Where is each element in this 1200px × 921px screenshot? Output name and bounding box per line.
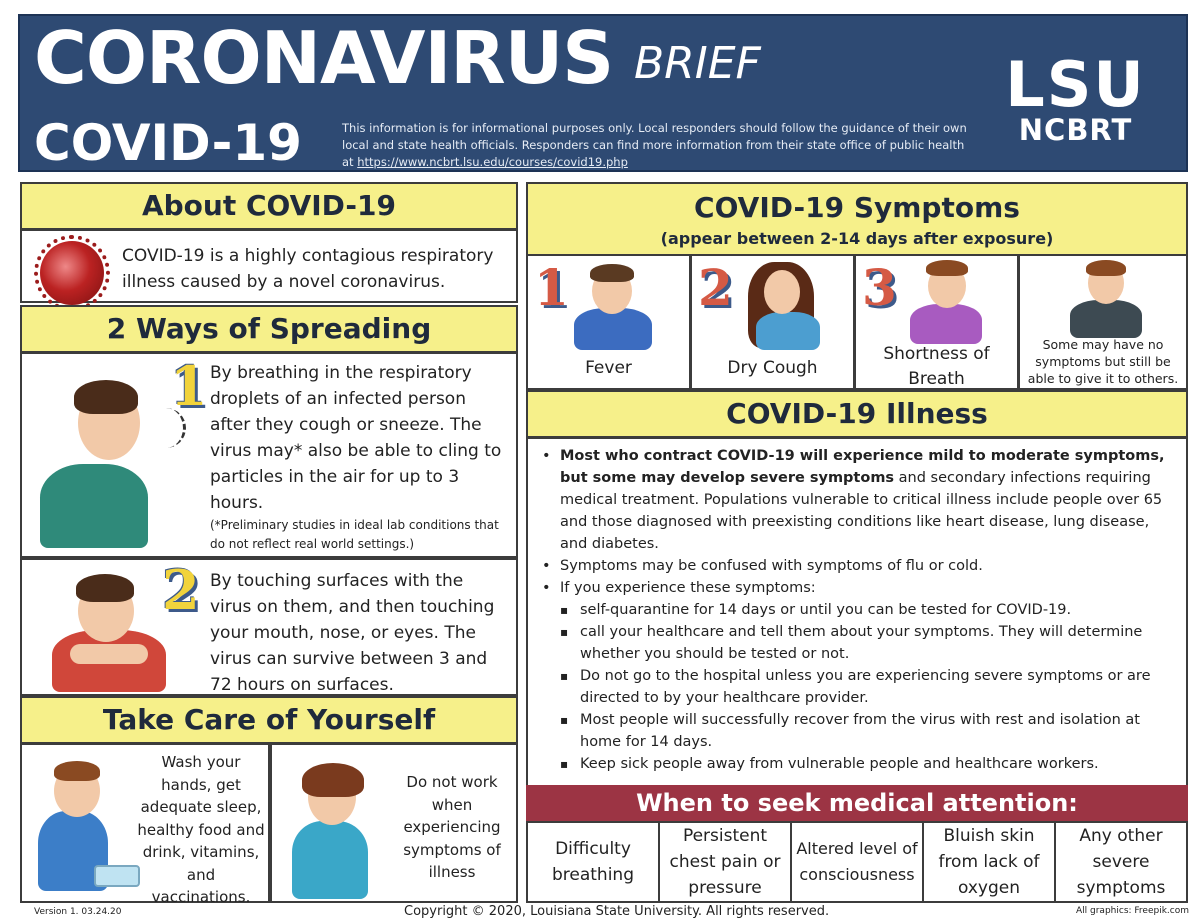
illness-sub-3: ▪ Do not go to the hospital unless you are experiencing severe symptoms or are directed to by your healthcare provider. [538,665,1178,709]
medical-item-1: Difficulty breathing [526,821,660,903]
copyright-text: Copyright © 2020, Louisiana State University. All rights reserved. [404,904,830,919]
covid-subtitle: COVID-19 [34,114,302,172]
medical-item-5: Any other severe symptoms [1054,821,1188,903]
breathless-person-icon [900,260,990,346]
illness-sub-5: ▪ Keep sick people away from vulnerable people and healthcare workers. [538,753,1178,775]
disclaimer-line-1: This information is for informational purposes only. Local responders should follow the guidance of their own [342,121,967,135]
illness-list [538,445,1178,775]
illness-bullet-1 [538,445,1178,555]
header-banner [18,14,1188,172]
illness-bullet-1-rest: and secondary infections requiring medical treatment. Populations vulnerable to critical illness include people over 65 and those diagnosed with preexisting conditions like heart disease, lung disease, and diabetes. [560,470,1163,552]
spread-number-1: 1 [170,354,208,418]
illness-heading: COVID-19 Illness [526,390,1188,438]
symptom-dry-cough [690,254,855,390]
care-right-panel [270,743,518,903]
symptom-number-1: 1 [534,258,569,317]
logo-ncbrt-text: NCBRT [1018,113,1133,147]
spread-text-1: By breathing in the respiratory droplets of an infected person after they cough or sneeze. The virus may* also be able to cling to particles in the air for up to 3 hours. [210,363,502,513]
medical-attention-heading: When to seek medical attention: [526,785,1188,821]
about-heading: About COVID-19 [20,182,518,230]
spread-text-2: By touching surfaces with the virus on them, and then touching your mouth, nose, or eyes. The virus can survive between 3 and 72 hours on surfaces. [210,571,495,695]
page-title: CORONAVIRUS [34,16,614,100]
illness-bullet-3: • If you experience these symptoms: [538,577,1178,599]
illness-bullet-2: • Symptoms may be confused with symptoms of flu or cold. [538,555,1178,577]
symptom-number-3: 3 [862,258,897,317]
symptom-fever [526,254,691,390]
sick-person-icon [282,759,392,899]
ncbrt-link[interactable]: https://www.ncbrt.lsu.edu/courses/covid19.php [357,155,628,169]
brief-label: BRIEF [634,38,761,89]
illness-bullet-1-bold: Most who contract COVID-19 will experience mild to moderate symptoms, but some may develop severe symptoms [560,448,1165,486]
medical-item-3: Altered level of consciousness [790,821,924,903]
symptom-label-shortness: Shortness of Breath [883,344,990,389]
version-text: Version 1. 03.24.20 [34,907,122,917]
medical-item-2: Persistent chest pain or pressure [658,821,792,903]
symptom-label-fever: Fever [585,358,632,378]
spread-note-1: (*Preliminary studies in ideal lab conditions that do not reflect real world settings.) [210,518,499,551]
disclaimer-text [342,120,982,171]
washing-hands-person-icon [32,759,142,899]
spreading-heading: 2 Ways of Spreading [20,305,518,353]
graphics-credit: All graphics: Freepik.com [1076,906,1190,916]
illness-panel [526,437,1188,785]
medical-item-4: Bluish skin from lack of oxygen [922,821,1056,903]
disclaimer-line-2: local and state health officials. Responders can find more information from their state office of public health [342,138,965,152]
symptom-label-none: Some may have no symptoms but still be able to give it to others. [1027,337,1179,386]
symptoms-subheading: (appear between 2-14 days after exposure) [660,229,1054,248]
coughing-woman-icon [742,262,832,352]
about-panel [20,229,518,303]
disclaimer-prefix: at [342,155,354,169]
lsu-ncbrt-logo [988,48,1163,147]
symptom-number-2: 2 [698,258,733,317]
symptoms-heading-box [526,182,1188,256]
care-left-panel [20,743,270,906]
illness-sub-4: ▪ Most people will successfully recover from the virus with rest and isolation at home for 14 days. [538,709,1178,753]
coronavirus-icon [40,241,104,305]
spread-item-2 [20,558,518,696]
symptom-shortness-of-breath [854,254,1019,390]
care-left-text: Wash your hands, get adequate sleep, healthy food and drink, vitamins, and vaccinations. [137,753,265,906]
disclaimer-line-3 [342,154,982,171]
symptom-none [1018,254,1188,390]
spread-number-2: 2 [162,558,200,622]
illness-sub-1: ▪ self-quarantine for 14 days or until you can be tested for COVID-19. [538,599,1178,621]
symptoms-heading: COVID-19 Symptoms [694,191,1020,224]
illness-sub-2: ▪ call your healthcare and tell them about your symptoms. They will determine whether you should be tested or not. [538,621,1178,665]
care-right-text: Do not work when experiencing symptoms of illness [403,773,501,881]
care-heading: Take Care of Yourself [20,696,518,744]
spread-item-1 [20,352,518,558]
logo-lsu-text: LSU [1005,48,1146,121]
asymptomatic-person-icon [1066,260,1146,338]
symptom-label-dry-cough: Dry Cough [727,358,818,378]
coughing-person-icon [40,378,190,548]
about-text: COVID-19 is a highly contagious respiratory illness caused by a novel coronavirus. [122,246,494,292]
touching-face-person-icon [44,572,174,692]
fever-person-icon [568,264,658,350]
